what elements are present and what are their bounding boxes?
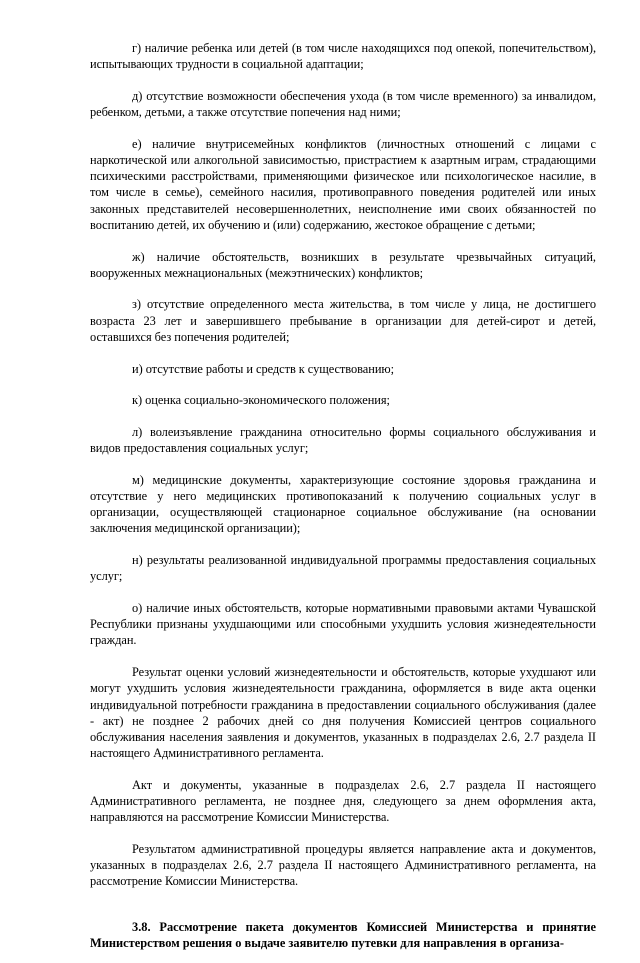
paragraph-procedure-result: Результатом административной процедуры является направление акта и документов, указанных в подразделах 2.6, 2.7 раздела II настоящего Административного регламента, на рассмотрение Комиссии Министерства. [90, 842, 596, 889]
paragraph-d: д) отсутствие возможности обеспечения ухода (в том числе временного) за инвалидом, ребенком, детьми, а также отсутствие попечения над ними; [90, 88, 596, 120]
paragraph-k: к) оценка социально-экономического положения; [132, 393, 390, 408]
paragraph-m: м) медицинские документы, характеризующие состояние здоровья гражданина и отсутствие у него медицинских противопоказаний к получению социальных услуг в организации, осуществляющей стационарное социальное обслуживание (на основании заключения медицинской организации); [90, 472, 596, 536]
paragraph-act-documents: Акт и документы, указанные в подразделах 2.6, 2.7 раздела II настоящего Административного регламента, не позднее дня, следующего за днем оформления акта, направляются на рассмотрение Комиссии Министерства. [90, 777, 596, 825]
paragraph-n: н) результаты реализованной индивидуальной программы предоставления социальных услуг; [90, 553, 596, 584]
document-page [90, 40, 596, 963]
paragraph-g: г) наличие ребенка или детей (в том числе находящихся под опекой, попечительством), испытывающих трудности в социальной адаптации; [90, 41, 596, 72]
paragraph-o: о) наличие иных обстоятельств, которые нормативными правовыми актами Чувашской Республики признаны ухудшающими или способными ухудшить условия жизнедеятельности граждан. [90, 601, 596, 648]
paragraph-zh: ж) наличие обстоятельств, возникших в результате чрезвычайных ситуаций, вооруженных межнациональных (межэтнических) конфликтов; [90, 249, 596, 280]
paragraph-e: е) наличие внутрисемейных конфликтов (личностных отношений с лицами с наркотической или алкогольной зависимостью, пристрастием к азартным играм, страдающими психическими расстройствами, применяющими физическое или психологическое насилие, в том числе в семье), семейного насилия, противоправного поведения родителей или иных законных представителей несовершеннолетних, неисполнение ими своих обязанностей по воспитанию детей, их обучению и (или) содержанию, жестокое обращение с детьми; [90, 136, 596, 232]
paragraph-assessment-result: Результат оценки условий жизнедеятельности и обстоятельств, которые ухудшают или могут ухудшить условия жизнедеятельности гражданина, оформляется в виде акта оценки индивидуальной потребности гражданина в предоставлении социального обслуживания (далее - акт) не позднее 2 рабочих дней со дня получения Комиссией центров социального обслуживания населения заявления и документов, указанных в подразделах 2.6, 2.7 раздела II настоящего Административного регламента. [90, 665, 596, 761]
section-heading: 3.8. Рассмотрение пакета документов Комиссией Министерства и принятие Министерством решения о выдаче заявителю путевки для направления в организа- [90, 919, 596, 950]
paragraph-z: з) отсутствие определенного места жительства, в том числе у лица, не достигшего возраста 23 лет и завершившего пребывание в организации для детей-сирот и детей, оставшихся без попечения родителей; [90, 297, 596, 344]
paragraph-l: л) волеизъявление гражданина относительно формы социального обслуживания и видов предоставления социальных услуг; [90, 424, 596, 456]
paragraph-i: и) отсутствие работы и средств к существованию; [132, 361, 395, 376]
